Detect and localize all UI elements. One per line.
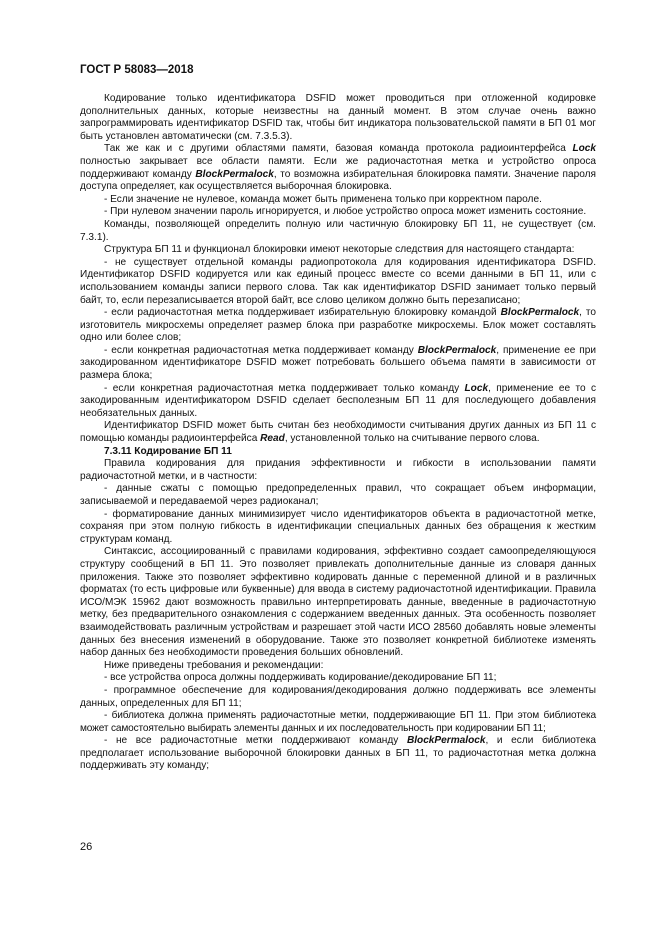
command-name: BlockPermalock: [406, 735, 486, 747]
command-name: Lock: [464, 382, 489, 394]
page-number: 26: [80, 841, 93, 853]
list-item: - не все радиочастотные метки поддерживают команду BlockPermalock, и если библиотека предполагает использование выборочной блокировки данных в БП 11, то радиочастотная метка должна поддерживать эту команду;: [80, 735, 596, 772]
paragraph: Структура БП 11 и функционал блокировки имеют некоторые следствия для настоящего стандарта:: [104, 244, 575, 256]
paragraph: Команды, позволяющей определить полную или частичную блокировку БП 11, не существует (см. 7.3.1).: [80, 218, 596, 243]
paragraph: Синтаксис, ассоциированный с правилами кодирования, эффективно создает самоопределяющуюся структуру сообщений в БП 11. Это позволяет привлекать дополнительные данные из словаря данных приложения. Также это позволяет эффективно кодировать данные с переменной длиной и в различных форматах (то есть цифровые или буквенные) для ввода в систему радиочастотной идентификации. Правила ИСО/МЭК 15962 дают возможность правильно интерпретировать данные, введенные в радиочастотную метку, без предварительного ознакомления с содержанием введенных данных. Эта особенность позволяет взаимодействовать различным устройствам и разрешает этой части ИСО 28560 добавлять новые элементы данных без внесения изменений в оборудование. Также это позволяет конкретной библиотеке изменять набор данных без необходимости проведения больших обновлений.: [80, 546, 596, 659]
list-item: - форматирование данных минимизирует число идентификаторов объекта в радиочастотной метке, сохраняя при этом полную гибкость в идентификации специальных данных без обращения к жестким структурам команд.: [80, 508, 596, 545]
command-name: Lock: [572, 143, 596, 155]
command-name: Read: [260, 433, 285, 445]
list-item: - программное обеспечение для кодирования/декодирования должно поддерживать все элементы данных, определенных для БП 11;: [80, 684, 596, 709]
command-name: BlockPermalock: [195, 168, 274, 180]
list-item: - При нулевом значении пароль игнорируется, и любое устройство опроса может изменить состояние.: [104, 206, 587, 218]
document-body: [80, 93, 596, 773]
list-item: - если радиочастотная метка поддерживает избирательную блокировку командой BlockPermalock, то изготовитель микросхемы определяет размер блока при разработке микросхемы. Блок может составлять одно или более слов;: [80, 307, 597, 344]
paragraph: Кодирование только идентификатора DSFID может проводиться при отложенной кодировке дополнительных данных, которые неизвестны на данный момент. В этом случае очень важно запрограммировать идентификатор DSFID так, чтобы бит индикатора пользовательской памяти в БП 01 мог быть установлен автоматически (см. 7.3.5.3).: [80, 93, 596, 142]
paragraph: Правила кодирования для придания эффективности и гибкости в использовании памяти радиочастотной метки, и в частности:: [80, 458, 596, 482]
list-item: - если конкретная радиочастотная метка поддерживает команду BlockPermalock, применение ее при закодированном идентификаторе DSFID может потребовать большего объема памяти в зависимости от размера блока;: [80, 344, 596, 382]
paragraph: Ниже приведены требования и рекомендации:: [104, 659, 324, 671]
list-item: - Если значение не нулевое, команда может быть применена только при корректном пароле.: [104, 193, 542, 205]
list-item: - все устройства опроса должны поддерживать кодирование/декодирование БП 11;: [104, 672, 497, 684]
section-heading: 7.3.11 Кодирование БП 11: [104, 445, 232, 457]
list-item: - данные сжаты с помощью предопределенных правил, что сокращает объем информации, записываемой и передаваемой через радиоканал;: [80, 483, 596, 507]
command-name: BlockPermalock: [417, 344, 497, 356]
paragraph: Так же как и с другими областями памяти, базовая команда протокола радиоинтерфейса Lock полностью закрывает все области памяти. Если же радиочастотная метка и устройство опроса поддерживают команду BlockPermalock, то возможна избирательная блокировка памяти. Значение пароля доступа определяет, как осуществляется выборочная блокировка.: [80, 143, 597, 193]
list-item: - не существует отдельной команды радиопротокола для кодирования идентификатора DSFID. Идентификатор DSFID кодируется или как единый процесс вместе со всеми данными в БП 11, или с использованием команды записи первого слова. Так как идентификатор DSFID занимает только первый байт, то, если перезаписывается второй байт, все слово целиком должно быть перезаписано;: [80, 256, 596, 306]
list-item: - библиотека должна применять радиочастотные метки, поддерживающие БП 11. При этом библиотека может самостоятельно выбирать элементы данных и их последовательность при кодировании БП 11;: [80, 710, 596, 734]
list-item: - если конкретная радиочастотная метка поддерживает только команду Lock, применение ее то с закодированным идентификатором DSFID сделает бесполезным БП 11 для последующего добавления необязательных данных.: [80, 382, 596, 419]
paragraph: Идентификатор DSFID может быть считан без необходимости считывания других данных из БП 11 с помощью команды радиоинтерфейса Read, установленной только на считывание первого слова.: [80, 420, 596, 445]
command-name: BlockPermalock: [500, 307, 580, 319]
page-header: ГОСТ Р 58083—2018: [80, 64, 194, 76]
